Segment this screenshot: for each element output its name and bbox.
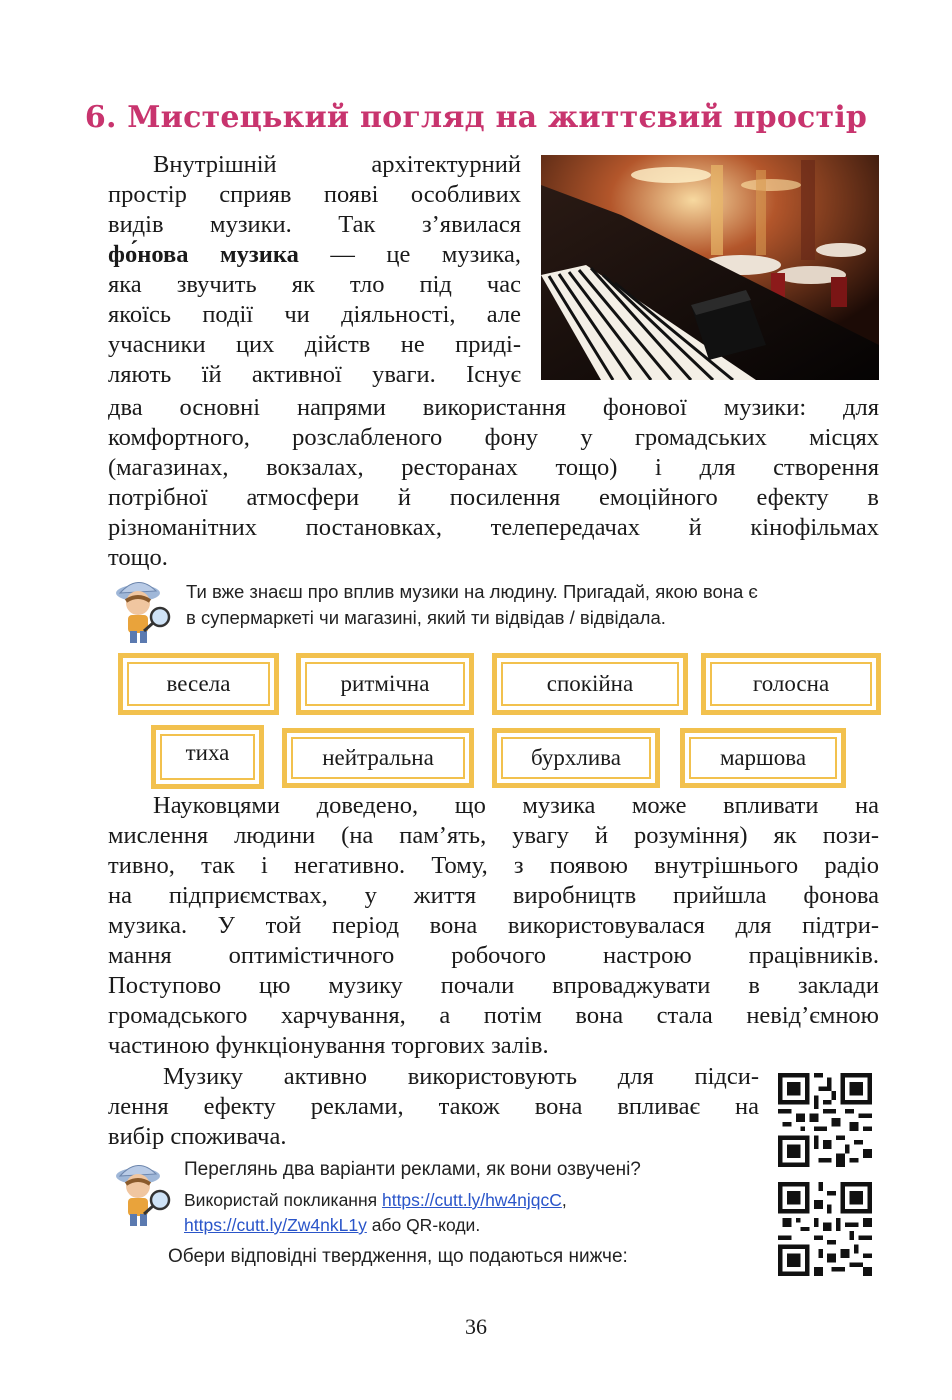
qr-code-2-icon[interactable]	[778, 1182, 872, 1276]
hint-use-links	[184, 1188, 774, 1238]
word-card-neitralna[interactable]: нейтральна	[282, 728, 474, 788]
intro-line: потрібної атмосфери й посилення емоційного ефекту в	[108, 484, 879, 511]
intro-line: видів музики. Так з’явилася	[108, 211, 521, 238]
para2-line: громадського харчування, а потім вона стала невід’ємною	[108, 1002, 879, 1029]
intro-line-term	[108, 240, 521, 270]
para2-line: частиною функціонування торгових залів.	[108, 1032, 549, 1059]
intro-line: два основні напрями використання фонової музики: для	[108, 394, 879, 421]
intro-line: простір сприяв появі особливих	[108, 181, 521, 208]
word-card-tykha[interactable]: тиха	[151, 725, 264, 789]
ad-link-1[interactable]: https://cutt.ly/hw4njqcC	[381, 1190, 562, 1210]
intro-line-rest: — це музика,	[330, 241, 521, 268]
word-card-vesela[interactable]: весела	[118, 653, 279, 715]
intro-line: яка звучить як тло під час	[108, 271, 521, 298]
choose-statements-text: Обери відповідні твердження, що подаються нижче:	[168, 1246, 628, 1267]
section-title: 6. Мистецький погляд на життєвий простір	[84, 100, 868, 135]
word-card-golosna[interactable]: голосна	[701, 653, 881, 715]
intro-line: різноманітних постановках, телепередачах й кінофільмах	[108, 514, 879, 541]
intro-paragraph	[108, 150, 521, 390]
hint-line: в супермаркеті чи магазині, який ти відвідав / відвідала.	[186, 607, 666, 628]
boy-detective-mascot-icon	[108, 573, 176, 645]
paragraph-scientists	[108, 791, 879, 1061]
word-card-spokiina[interactable]: спокійна	[492, 653, 688, 715]
intro-line: комфортного, розслабленого фону у громадських місцях	[108, 424, 879, 451]
para2-line: на підприємствах, у життя виробництв прийшла фонова	[108, 882, 879, 909]
qr-code-1-icon[interactable]	[778, 1073, 872, 1167]
para2-line: мання оптимістичного робочого настрою працівників.	[108, 942, 879, 969]
qr-suffix-text: або QR-коди.	[366, 1215, 481, 1235]
word-card-rytmichna[interactable]: ритмічна	[296, 653, 474, 715]
term-background-music: фо́нова музика	[108, 241, 299, 268]
para2-line: музика. У той період вона використовувалася для підтри-	[108, 912, 879, 939]
hint-watch-question: Переглянь два варіанти реклами, як вони озвучені?	[184, 1159, 641, 1180]
paragraph-advertising	[108, 1062, 759, 1152]
word-card-burkhlyva[interactable]: бурхлива	[492, 728, 660, 788]
intro-line: ляють їй активної уваги. Існує	[108, 361, 521, 388]
para3-line: Музику активно використовують для підси-	[163, 1063, 759, 1090]
page-number: 36	[465, 1314, 487, 1339]
hint-watch-ads	[184, 1157, 774, 1238]
intro-line: якоїсь події чи діяльності, але	[108, 301, 521, 328]
comma-text: ,	[561, 1190, 567, 1210]
intro-line: Внутрішній архітектурний	[153, 151, 521, 178]
intro-line: (магазинах, вокзалах, ресторанах тощо) і для створення	[108, 454, 879, 481]
boy-detective-mascot-icon	[108, 1156, 176, 1228]
para2-line: Науковцями доведено, що музика може впливати на	[153, 792, 879, 819]
para3-line: лення ефекту реклами, також вона впливає на	[108, 1093, 759, 1120]
para2-line: тивно, так і негативно. Тому, з появою внутрішнього радіо	[108, 852, 879, 879]
intro-line: учасники цих дійств не приді-	[108, 331, 521, 358]
piano-restaurant-photo	[541, 155, 879, 380]
hint-line: Ти вже знаєш про вплив музики на людину. Пригадай, якою вона є	[186, 581, 758, 602]
word-card-marshova[interactable]: маршова	[680, 728, 846, 788]
use-links-prefix: Використай покликання	[184, 1190, 382, 1210]
para3-line: вибір споживача.	[108, 1123, 287, 1150]
ad-link-2[interactable]: https://cutt.ly/Zw4nkL1y	[184, 1215, 367, 1235]
hint-remember	[186, 579, 886, 631]
para2-line: Поступово цю музику почали впроваджувати в заклади	[108, 972, 879, 999]
intro-line: тощо.	[108, 544, 168, 571]
intro-paragraph-cont	[108, 393, 879, 573]
para2-line: мислення людини (на пам’ять, увагу й розуміння) як пози-	[108, 822, 879, 849]
